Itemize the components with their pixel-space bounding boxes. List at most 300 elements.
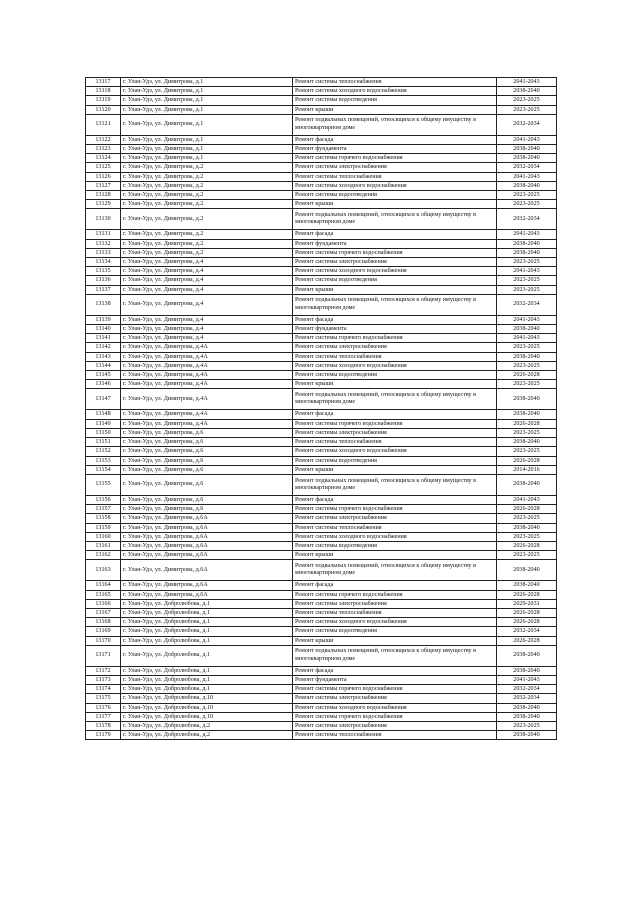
row-work-type: Ремонт системы водоотведения — [293, 191, 497, 200]
table-row — [86, 230, 557, 239]
row-address: г. Улан-Удэ, ул. Димитрова, д.4 — [121, 285, 293, 294]
row-address: г. Улан-Удэ, ул. Димитрова, д.4А — [121, 352, 293, 361]
row-work-type: Ремонт системы горячего водоснабжения — [293, 334, 497, 343]
row-work-type: Ремонт системы электроснабжения — [293, 258, 497, 267]
row-address: г. Улан-Удэ, ул. Димитрова, д.4А — [121, 380, 293, 389]
row-address: г. Улан-Удэ, ул. Добролюбова, д.10 — [121, 703, 293, 712]
table-row — [86, 685, 557, 694]
row-number: 13175 — [86, 694, 121, 703]
row-number: 13162 — [86, 551, 121, 560]
row-number: 13172 — [86, 666, 121, 675]
row-address: г. Улан-Удэ, ул. Димитрова, д.4 — [121, 267, 293, 276]
table-row — [86, 105, 557, 114]
row-work-type: Ремонт фундамента — [293, 675, 497, 684]
row-number: 13166 — [86, 599, 121, 608]
row-address: г. Улан-Удэ, ул. Димитрова, д.2 — [121, 248, 293, 257]
row-period: 2041-2043 — [497, 675, 557, 684]
row-number: 13131 — [86, 230, 121, 239]
table-row — [86, 78, 557, 87]
row-work-type: Ремонт системы горячего водоснабжения — [293, 685, 497, 694]
row-work-type: Ремонт системы холодного водоснабжения — [293, 181, 497, 190]
table-row — [86, 721, 557, 730]
table-row — [86, 276, 557, 285]
row-work-type: Ремонт системы водоотведения — [293, 627, 497, 636]
row-period: 2041-2043 — [497, 495, 557, 504]
table-row — [86, 361, 557, 370]
row-period: 2038-2040 — [497, 645, 557, 666]
row-address: г. Улан-Удэ, ул. Димитрова, д.1 — [121, 135, 293, 144]
row-address: г. Улан-Удэ, ул. Димитрова, д.1 — [121, 78, 293, 87]
row-number: 13132 — [86, 239, 121, 248]
table-row — [86, 703, 557, 712]
row-address: г. Улан-Удэ, ул. Добролюбова, д.1 — [121, 636, 293, 645]
row-number: 13139 — [86, 315, 121, 324]
table-row — [86, 315, 557, 324]
row-number: 13119 — [86, 96, 121, 105]
row-address: г. Улан-Удэ, ул. Добролюбова, д.10 — [121, 712, 293, 721]
row-address: г. Улан-Удэ, ул. Добролюбова, д.1 — [121, 599, 293, 608]
row-work-type: Ремонт фасада — [293, 135, 497, 144]
row-number: 13130 — [86, 209, 121, 230]
table-row — [86, 694, 557, 703]
row-address: г. Улан-Удэ, ул. Димитрова, д.6А — [121, 590, 293, 599]
row-period: 2038-2040 — [497, 666, 557, 675]
table-row — [86, 627, 557, 636]
row-number: 13158 — [86, 514, 121, 523]
row-period: 2038-2040 — [497, 438, 557, 447]
row-address: г. Улан-Удэ, ул. Димитрова, д.1 — [121, 96, 293, 105]
row-period: 2023-2025 — [497, 428, 557, 437]
row-period: 2023-2025 — [497, 191, 557, 200]
table-row — [86, 551, 557, 560]
table-row — [86, 514, 557, 523]
row-address: г. Улан-Удэ, ул. Димитрова, д.6 — [121, 447, 293, 456]
row-number: 13160 — [86, 532, 121, 541]
row-work-type: Ремонт системы холодного водоснабжения — [293, 267, 497, 276]
row-number: 13125 — [86, 163, 121, 172]
row-number: 13173 — [86, 675, 121, 684]
repair-schedule-table — [85, 77, 557, 740]
row-period: 2023-2025 — [497, 514, 557, 523]
row-number: 13151 — [86, 438, 121, 447]
row-number: 13176 — [86, 703, 121, 712]
table-row — [86, 114, 557, 135]
table-row — [86, 343, 557, 352]
table-row — [86, 285, 557, 294]
row-period: 2026-2028 — [497, 590, 557, 599]
table-row — [86, 523, 557, 532]
row-number: 13161 — [86, 541, 121, 550]
row-number: 13170 — [86, 636, 121, 645]
row-address: г. Улан-Удэ, ул. Димитрова, д.4А — [121, 419, 293, 428]
row-number: 13147 — [86, 389, 121, 410]
row-address: г. Улан-Удэ, ул. Димитрова, д.6 — [121, 474, 293, 495]
row-period: 2026-2028 — [497, 456, 557, 465]
table-row — [86, 495, 557, 504]
row-work-type: Ремонт фундамента — [293, 239, 497, 248]
row-work-type: Ремонт крыши — [293, 465, 497, 474]
row-number: 13178 — [86, 721, 121, 730]
row-work-type: Ремонт системы теплоснабжения — [293, 523, 497, 532]
row-work-type: Ремонт фасада — [293, 581, 497, 590]
row-work-type: Ремонт системы водоотведения — [293, 456, 497, 465]
row-period: 2023-2025 — [497, 380, 557, 389]
table-row — [86, 505, 557, 514]
table-row — [86, 172, 557, 181]
row-number: 13128 — [86, 191, 121, 200]
row-work-type: Ремонт системы теплоснабжения — [293, 438, 497, 447]
row-period: 2026-2028 — [497, 371, 557, 380]
row-period: 2038-2040 — [497, 352, 557, 361]
row-number: 13163 — [86, 560, 121, 581]
row-address: г. Улан-Удэ, ул. Димитрова, д.4А — [121, 361, 293, 370]
row-work-type: Ремонт системы холодного водоснабжения — [293, 361, 497, 370]
row-address: г. Улан-Удэ, ул. Добролюбова, д.1 — [121, 675, 293, 684]
row-period: 2041-2043 — [497, 135, 557, 144]
row-work-type: Ремонт системы теплоснабжения — [293, 731, 497, 740]
row-period: 2023-2025 — [497, 532, 557, 541]
row-address: г. Улан-Удэ, ул. Димитрова, д.2 — [121, 239, 293, 248]
row-address: г. Улан-Удэ, ул. Димитрова, д.2 — [121, 163, 293, 172]
row-period: 2038-2040 — [497, 248, 557, 257]
row-work-type: Ремонт крыши — [293, 380, 497, 389]
table-row — [86, 581, 557, 590]
table-row — [86, 590, 557, 599]
table-row — [86, 163, 557, 172]
row-number: 13121 — [86, 114, 121, 135]
row-address: г. Улан-Удэ, ул. Добролюбова, д.1 — [121, 666, 293, 675]
row-number: 13124 — [86, 154, 121, 163]
row-period: 2026-2028 — [497, 608, 557, 617]
row-address: г. Улан-Удэ, ул. Димитрова, д.6А — [121, 532, 293, 541]
row-address: г. Улан-Удэ, ул. Добролюбова, д.1 — [121, 608, 293, 617]
row-period: 2032-2034 — [497, 627, 557, 636]
table-row — [86, 447, 557, 456]
row-work-type: Ремонт фасада — [293, 666, 497, 675]
row-period: 2041-2043 — [497, 334, 557, 343]
row-work-type: Ремонт системы электроснабжения — [293, 694, 497, 703]
row-address: г. Улан-Удэ, ул. Добролюбова, д.2 — [121, 721, 293, 730]
row-work-type: Ремонт системы холодного водоснабжения — [293, 447, 497, 456]
row-period: 2026-2028 — [497, 505, 557, 514]
row-period: 2023-2025 — [497, 285, 557, 294]
table-row — [86, 560, 557, 581]
row-address: г. Улан-Удэ, ул. Димитрова, д.1 — [121, 105, 293, 114]
row-work-type: Ремонт подвальных помещений, относящихся к общему имуществу в многоквартирном доме — [293, 645, 497, 666]
row-period: 2041-2043 — [497, 172, 557, 181]
document-page — [85, 77, 556, 740]
row-address: г. Улан-Удэ, ул. Димитрова, д.6 — [121, 465, 293, 474]
row-address: г. Улан-Удэ, ул. Добролюбова, д.1 — [121, 645, 293, 666]
row-period: 2023-2025 — [497, 343, 557, 352]
row-work-type: Ремонт системы теплоснабжения — [293, 78, 497, 87]
table-row — [86, 154, 557, 163]
row-period: 2032-2034 — [497, 114, 557, 135]
row-work-type: Ремонт системы горячего водоснабжения — [293, 590, 497, 599]
table-row — [86, 239, 557, 248]
row-number: 13177 — [86, 712, 121, 721]
table-row — [86, 209, 557, 230]
row-number: 13142 — [86, 343, 121, 352]
table-row — [86, 410, 557, 419]
table-row — [86, 474, 557, 495]
table-row — [86, 712, 557, 721]
row-work-type: Ремонт системы холодного водоснабжения — [293, 87, 497, 96]
row-work-type: Ремонт системы электроснабжения — [293, 599, 497, 608]
row-number: 13164 — [86, 581, 121, 590]
row-work-type: Ремонт системы водоотведения — [293, 276, 497, 285]
row-number: 13149 — [86, 419, 121, 428]
row-address: г. Улан-Удэ, ул. Димитрова, д.4 — [121, 334, 293, 343]
row-period: 2038-2040 — [497, 325, 557, 334]
row-number: 13137 — [86, 285, 121, 294]
row-number: 13153 — [86, 456, 121, 465]
row-period: 2041-2043 — [497, 78, 557, 87]
row-work-type: Ремонт подвальных помещений, относящихся к общему имуществу в многоквартирном доме — [293, 114, 497, 135]
row-address: г. Улан-Удэ, ул. Димитрова, д.4 — [121, 325, 293, 334]
row-work-type: Ремонт системы теплоснабжения — [293, 352, 497, 361]
row-period: 2038-2040 — [497, 581, 557, 590]
row-address: г. Улан-Удэ, ул. Димитрова, д.1 — [121, 154, 293, 163]
row-work-type: Ремонт подвальных помещений, относящихся к общему имуществу в многоквартирном доме — [293, 389, 497, 410]
row-work-type: Ремонт фасада — [293, 315, 497, 324]
row-period: 2038-2040 — [497, 239, 557, 248]
row-address: г. Улан-Удэ, ул. Добролюбова, д.10 — [121, 694, 293, 703]
row-number: 13129 — [86, 200, 121, 209]
table-row — [86, 731, 557, 740]
table-row — [86, 200, 557, 209]
row-work-type: Ремонт системы горячего водоснабжения — [293, 712, 497, 721]
row-period: 2026-2028 — [497, 618, 557, 627]
row-address: г. Улан-Удэ, ул. Димитрова, д.4 — [121, 276, 293, 285]
row-address: г. Улан-Удэ, ул. Димитрова, д.2 — [121, 191, 293, 200]
row-number: 13169 — [86, 627, 121, 636]
row-work-type: Ремонт системы водоотведения — [293, 541, 497, 550]
table-row — [86, 636, 557, 645]
row-number: 13150 — [86, 428, 121, 437]
row-work-type: Ремонт крыши — [293, 636, 497, 645]
row-number: 13157 — [86, 505, 121, 514]
row-number: 13152 — [86, 447, 121, 456]
row-work-type: Ремонт системы горячего водоснабжения — [293, 505, 497, 514]
row-number: 13143 — [86, 352, 121, 361]
table-row — [86, 258, 557, 267]
table-row — [86, 87, 557, 96]
table-row — [86, 96, 557, 105]
row-number: 13168 — [86, 618, 121, 627]
row-work-type: Ремонт системы электроснабжения — [293, 514, 497, 523]
row-period: 2038-2040 — [497, 389, 557, 410]
table-row — [86, 325, 557, 334]
row-address: г. Улан-Удэ, ул. Димитрова, д.4А — [121, 371, 293, 380]
row-address: г. Улан-Удэ, ул. Димитрова, д.6 — [121, 456, 293, 465]
row-address: г. Улан-Удэ, ул. Димитрова, д.2 — [121, 200, 293, 209]
row-period: 2032-2034 — [497, 685, 557, 694]
row-address: г. Улан-Удэ, ул. Димитрова, д.6А — [121, 560, 293, 581]
row-address: г. Улан-Удэ, ул. Димитрова, д.1 — [121, 87, 293, 96]
row-number: 13159 — [86, 523, 121, 532]
row-work-type: Ремонт крыши — [293, 105, 497, 114]
row-address: г. Улан-Удэ, ул. Добролюбова, д.2 — [121, 731, 293, 740]
row-period: 2023-2025 — [497, 361, 557, 370]
table-row — [86, 618, 557, 627]
table-row — [86, 145, 557, 154]
row-number: 13123 — [86, 145, 121, 154]
row-address: г. Улан-Удэ, ул. Добролюбова, д.1 — [121, 618, 293, 627]
row-number: 13174 — [86, 685, 121, 694]
row-work-type: Ремонт фундамента — [293, 325, 497, 334]
row-work-type: Ремонт системы горячего водоснабжения — [293, 154, 497, 163]
row-work-type: Ремонт системы электроснабжения — [293, 428, 497, 437]
row-period: 2038-2040 — [497, 712, 557, 721]
row-address: г. Улан-Удэ, ул. Димитрова, д.6А — [121, 581, 293, 590]
row-number: 13145 — [86, 371, 121, 380]
row-number: 13126 — [86, 172, 121, 181]
row-address: г. Улан-Удэ, ул. Добролюбова, д.1 — [121, 627, 293, 636]
row-address: г. Улан-Удэ, ул. Димитрова, д.6 — [121, 495, 293, 504]
row-work-type: Ремонт системы горячего водоснабжения — [293, 248, 497, 257]
row-address: г. Улан-Удэ, ул. Димитрова, д.6А — [121, 541, 293, 550]
table-row — [86, 135, 557, 144]
table-row — [86, 248, 557, 257]
row-period: 2023-2025 — [497, 258, 557, 267]
table-row — [86, 419, 557, 428]
table-row — [86, 675, 557, 684]
table-row — [86, 599, 557, 608]
table-row — [86, 608, 557, 617]
row-work-type: Ремонт системы электроснабжения — [293, 163, 497, 172]
row-period: 2038-2040 — [497, 154, 557, 163]
table-row — [86, 181, 557, 190]
row-work-type: Ремонт фасада — [293, 410, 497, 419]
row-work-type: Ремонт крыши — [293, 551, 497, 560]
row-number: 13136 — [86, 276, 121, 285]
row-address: г. Улан-Удэ, ул. Димитрова, д.6А — [121, 514, 293, 523]
row-address: г. Улан-Удэ, ул. Добролюбова, д.1 — [121, 685, 293, 694]
table-row — [86, 666, 557, 675]
row-period: 2023-2025 — [497, 447, 557, 456]
table-row — [86, 465, 557, 474]
row-period: 2038-2040 — [497, 523, 557, 532]
row-period: 2041-2043 — [497, 267, 557, 276]
row-period: 2038-2040 — [497, 145, 557, 154]
row-number: 13171 — [86, 645, 121, 666]
table-row — [86, 438, 557, 447]
row-address: г. Улан-Удэ, ул. Димитрова, д.4А — [121, 389, 293, 410]
row-period: 2026-2028 — [497, 636, 557, 645]
row-period: 2032-2034 — [497, 294, 557, 315]
row-work-type: Ремонт фундамента — [293, 145, 497, 154]
row-address: г. Улан-Удэ, ул. Димитрова, д.4 — [121, 258, 293, 267]
row-number: 13117 — [86, 78, 121, 87]
row-address: г. Улан-Удэ, ул. Димитрова, д.2 — [121, 181, 293, 190]
row-period: 2023-2025 — [497, 551, 557, 560]
row-number: 13138 — [86, 294, 121, 315]
table-row — [86, 380, 557, 389]
table-row — [86, 541, 557, 550]
row-period: 2014-2016 — [497, 465, 557, 474]
row-address: г. Улан-Удэ, ул. Димитрова, д.4А — [121, 410, 293, 419]
row-number: 13134 — [86, 258, 121, 267]
row-period: 2023-2025 — [497, 276, 557, 285]
row-period: 2023-2025 — [497, 200, 557, 209]
row-number: 13179 — [86, 731, 121, 740]
table-row — [86, 428, 557, 437]
row-address: г. Улан-Удэ, ул. Димитрова, д.6А — [121, 523, 293, 532]
row-period: 2023-2025 — [497, 721, 557, 730]
row-number: 13140 — [86, 325, 121, 334]
row-number: 13155 — [86, 474, 121, 495]
row-number: 13167 — [86, 608, 121, 617]
row-number: 13122 — [86, 135, 121, 144]
row-number: 13154 — [86, 465, 121, 474]
table-body — [86, 78, 557, 740]
row-work-type: Ремонт системы холодного водоснабжения — [293, 703, 497, 712]
row-address: г. Улан-Удэ, ул. Димитрова, д.6 — [121, 438, 293, 447]
row-work-type: Ремонт системы водоотведения — [293, 371, 497, 380]
table-row — [86, 456, 557, 465]
row-period: 2032-2034 — [497, 163, 557, 172]
row-address: г. Улан-Удэ, ул. Димитрова, д.4 — [121, 315, 293, 324]
row-number: 13148 — [86, 410, 121, 419]
row-work-type: Ремонт системы холодного водоснабжения — [293, 618, 497, 627]
table-row — [86, 371, 557, 380]
row-address: г. Улан-Удэ, ул. Димитрова, д.6 — [121, 505, 293, 514]
row-work-type: Ремонт подвальных помещений, относящихся к общему имуществу в многоквартирном доме — [293, 294, 497, 315]
row-period: 2026-2028 — [497, 541, 557, 550]
row-work-type: Ремонт системы горячего водоснабжения — [293, 419, 497, 428]
row-address: г. Улан-Удэ, ул. Димитрова, д.6 — [121, 428, 293, 437]
row-number: 13141 — [86, 334, 121, 343]
row-number: 13118 — [86, 87, 121, 96]
row-period: 2038-2040 — [497, 181, 557, 190]
row-period: 2026-2028 — [497, 419, 557, 428]
row-work-type: Ремонт системы теплоснабжения — [293, 608, 497, 617]
table-row — [86, 191, 557, 200]
row-work-type: Ремонт подвальных помещений, относящихся к общему имуществу в многоквартирном доме — [293, 560, 497, 581]
row-work-type: Ремонт системы электроснабжения — [293, 343, 497, 352]
table-row — [86, 334, 557, 343]
row-period: 2038-2040 — [497, 87, 557, 96]
row-number: 13144 — [86, 361, 121, 370]
row-number: 13133 — [86, 248, 121, 257]
row-work-type: Ремонт фасада — [293, 230, 497, 239]
table-row — [86, 294, 557, 315]
row-work-type: Ремонт системы теплоснабжения — [293, 172, 497, 181]
table-row — [86, 267, 557, 276]
table-row — [86, 532, 557, 541]
row-work-type: Ремонт системы холодного водоснабжения — [293, 532, 497, 541]
row-period: 2023-2025 — [497, 105, 557, 114]
table-row — [86, 645, 557, 666]
row-period: 2038-2040 — [497, 474, 557, 495]
row-address: г. Улан-Удэ, ул. Димитрова, д.1 — [121, 145, 293, 154]
row-number: 13146 — [86, 380, 121, 389]
row-work-type: Ремонт крыши — [293, 285, 497, 294]
row-address: г. Улан-Удэ, ул. Димитрова, д.1 — [121, 114, 293, 135]
row-address: г. Улан-Удэ, ул. Димитрова, д.2 — [121, 172, 293, 181]
table-row — [86, 352, 557, 361]
row-period: 2041-2043 — [497, 315, 557, 324]
row-period: 2023-2025 — [497, 96, 557, 105]
row-work-type: Ремонт подвальных помещений, относящихся к общему имуществу в многоквартирном доме — [293, 474, 497, 495]
row-number: 13135 — [86, 267, 121, 276]
row-period: 2032-2034 — [497, 209, 557, 230]
row-number: 13156 — [86, 495, 121, 504]
row-period: 2038-2040 — [497, 410, 557, 419]
row-number: 13120 — [86, 105, 121, 114]
row-work-type: Ремонт подвальных помещений, относящихся к общему имуществу в многоквартирном доме — [293, 209, 497, 230]
